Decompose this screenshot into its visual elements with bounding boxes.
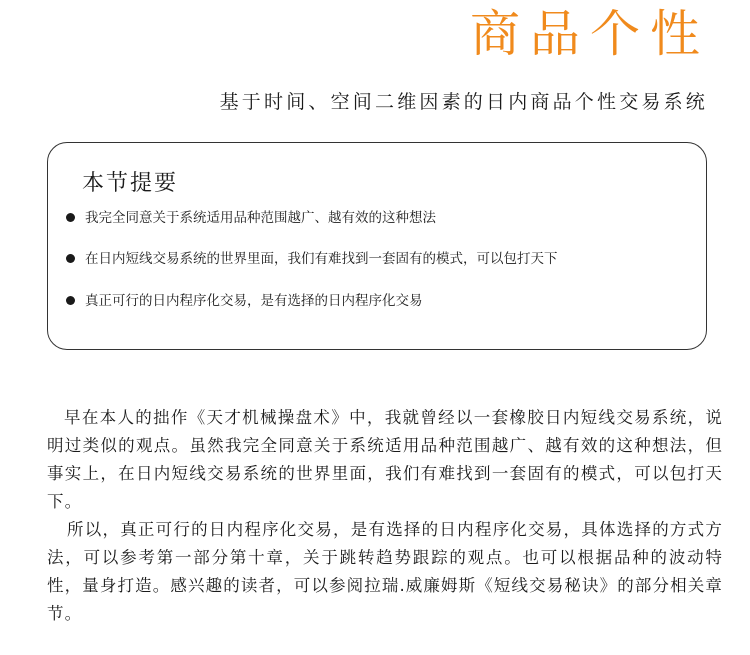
bullet-icon [66,296,75,305]
chapter-subtitle: 基于时间、空间二维因素的日内商品个性交易系统 [219,91,708,113]
summary-item [66,250,558,268]
summary-item [66,209,436,227]
chapter-title: 商品个性 [470,5,710,63]
body-paragraph: 早在本人的拙作《天才机械操盘术》中，我就曾经以一套橡胶日内短线交易系统，说明过类似的观点。虽然我完全同意关于系统适用品种范围越广、越有效的这种想法，但事实上，在日内短线交易系统的世界里面，我们有难找到一套固有的模式，可以包打天下。 [47,408,723,511]
section-summary-box [47,142,707,350]
body-paragraph: 所以，真正可行的日内程序化交易，是有选择的日内程序化交易，具体选择的方式方法，可以参考第一部分第十章，关于跳转趋势跟踪的观点。也可以根据品种的波动特性，量身打造。感兴趣的读者，可以参阅拉瑞.威廉姆斯《短线交易秘诀》的部分相关章节。 [47,520,723,623]
summary-item-text: 在日内短线交易系统的世界里面，我们有难找到一套固有的模式，可以包打天下 [85,251,558,267]
summary-item [66,292,423,310]
body-text [47,404,723,628]
bullet-icon [66,213,75,222]
summary-item-text: 我完全同意关于系统适用品种范围越广、越有效的这种想法 [85,210,436,226]
bullet-icon [66,254,75,263]
summary-item-text: 真正可行的日内程序化交易，是有选择的日内程序化交易 [85,293,423,309]
summary-title: 本节提要 [82,171,179,196]
